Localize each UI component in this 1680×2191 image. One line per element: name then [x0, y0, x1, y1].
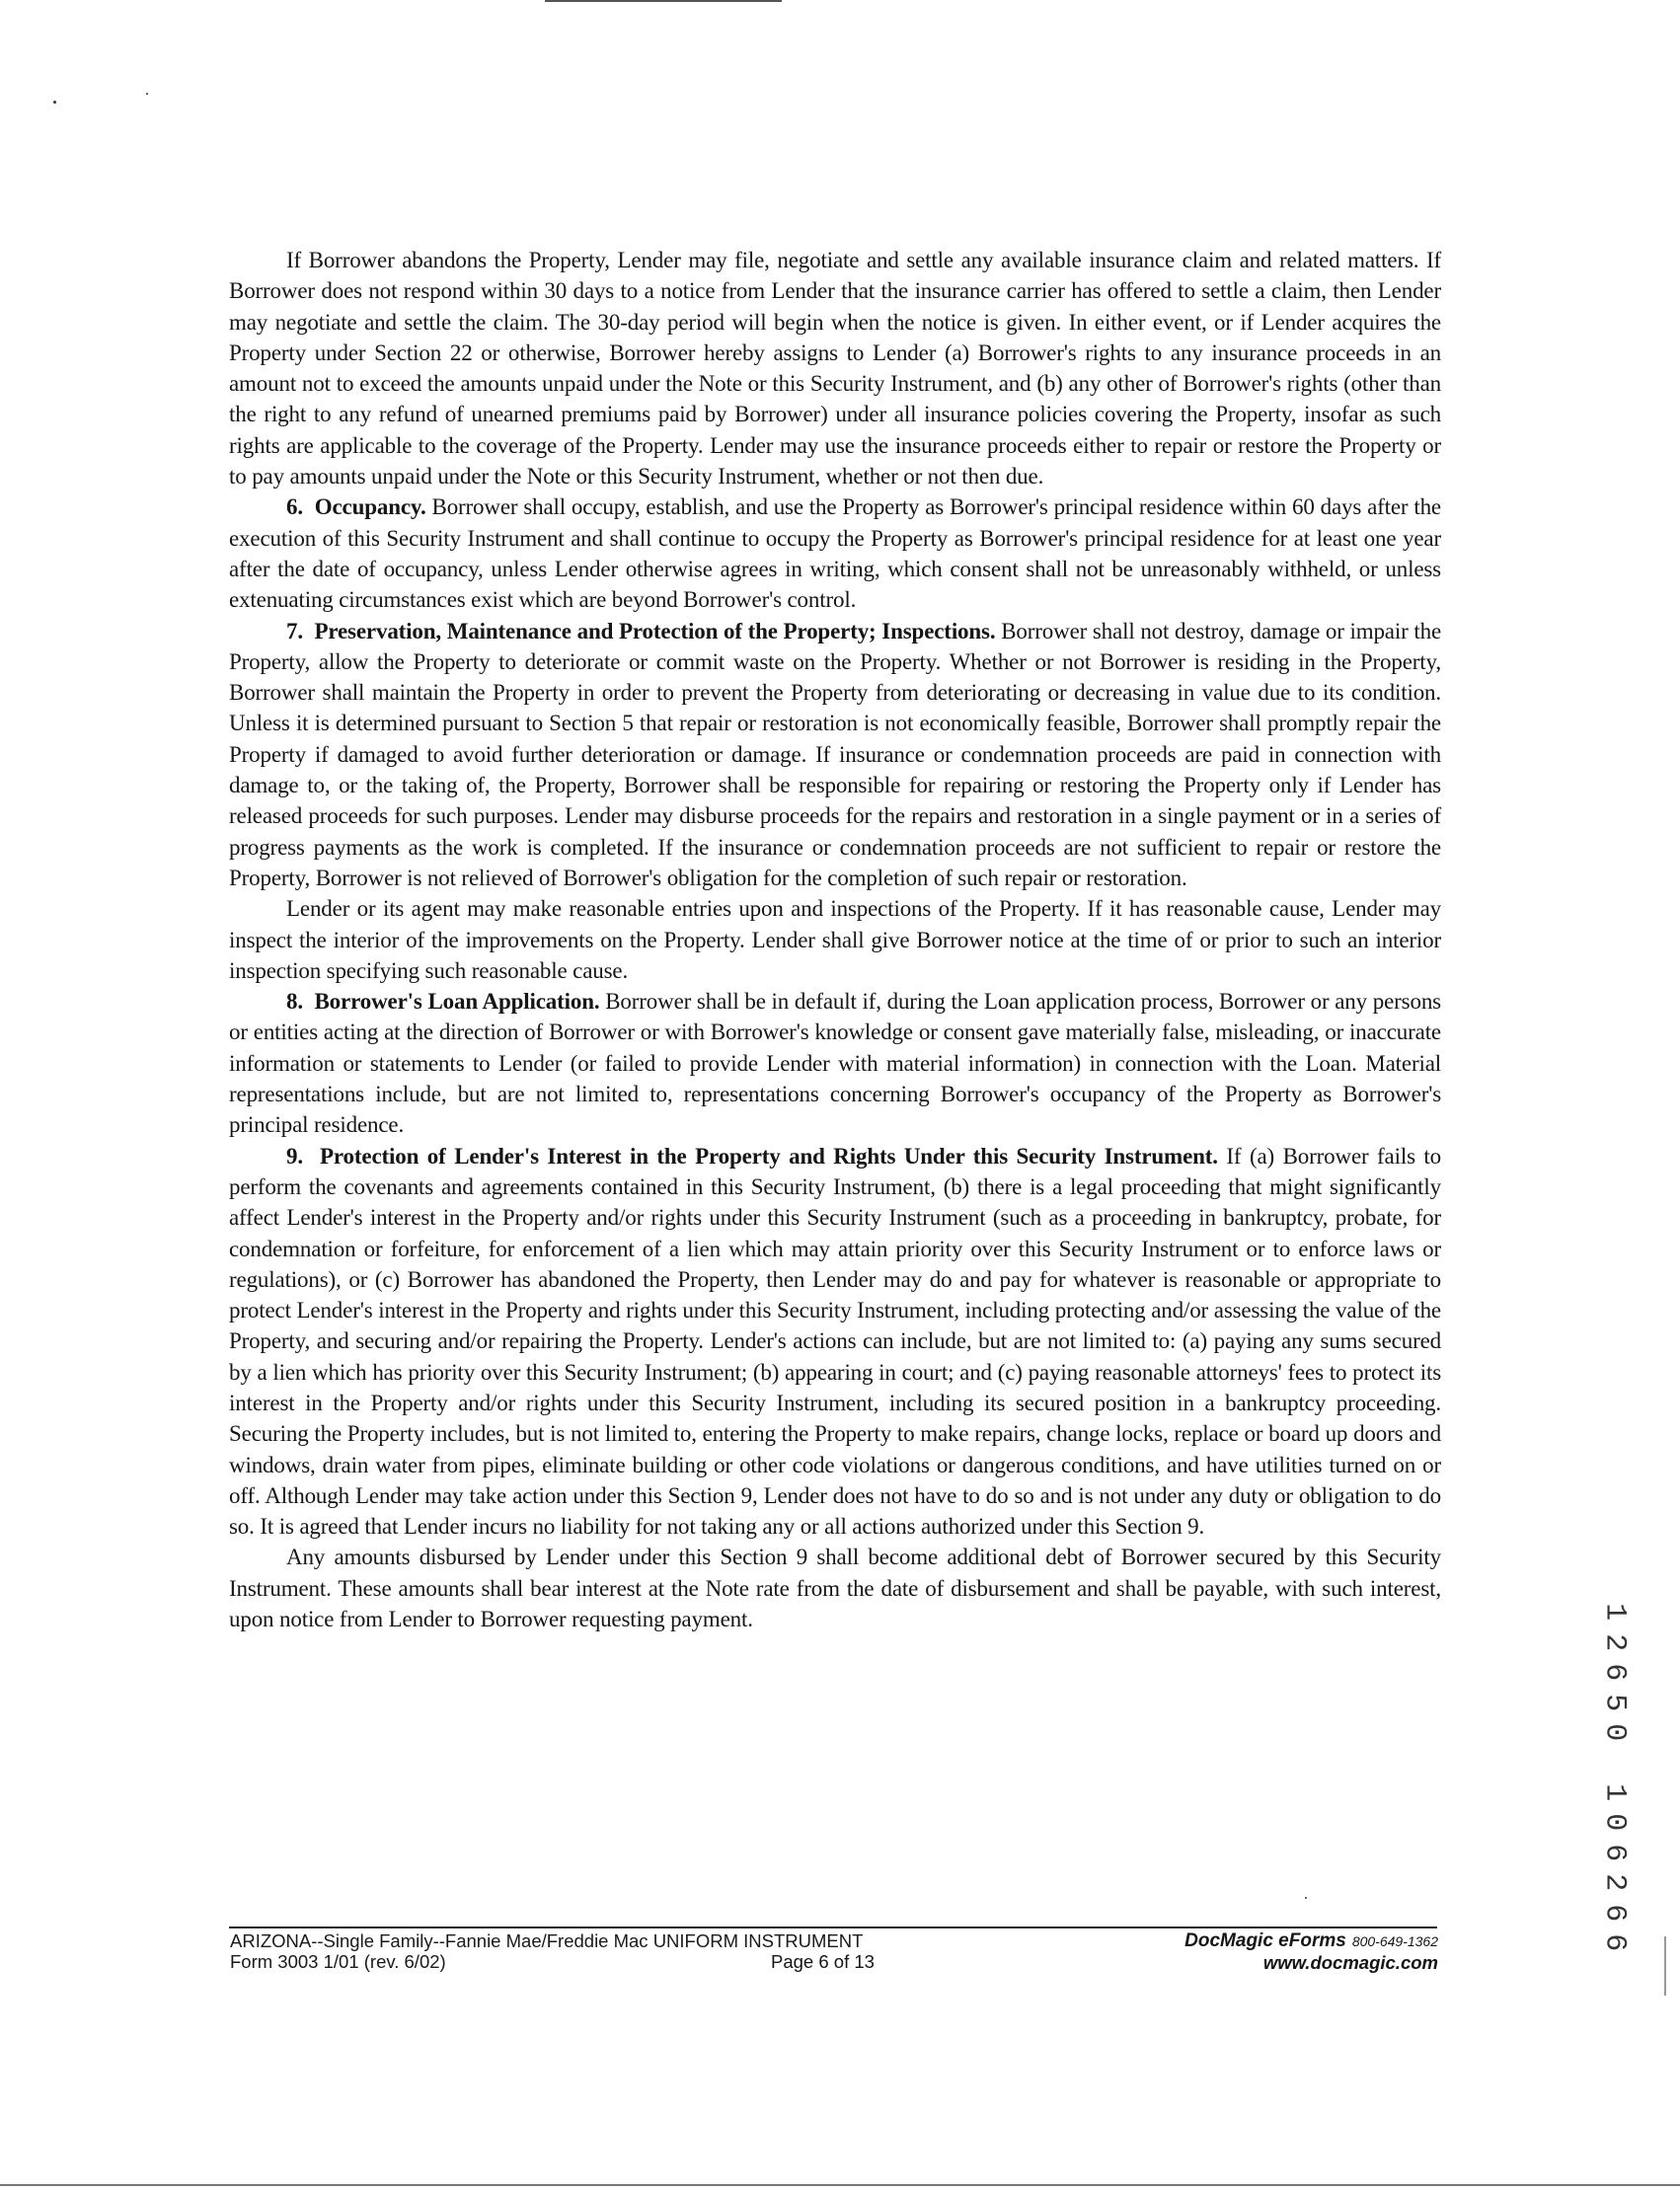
- footer-brand-info: [1184, 1930, 1438, 1973]
- scan-speck: [146, 93, 148, 95]
- paragraph: [229, 245, 1441, 491]
- recording-stamp: 1 2 6 5 0 1 0 6 2 6 6: [1597, 1603, 1632, 1952]
- scan-artifact-right-edge: [1664, 1936, 1666, 1996]
- paragraph: [229, 1141, 1441, 1543]
- paragraph-text: Lender or its agent may make reasonable entries upon and inspections of the Property. If it has reasonable cause, Lender may inspect the interior of the improvements on the Property. Lender shall give Borrower notice at the time of or prior to such an interior inspection specifying such reasonable cause.: [229, 896, 1441, 983]
- paragraph-text: Borrower shall be in default if, during the Loan application process, Borrower or any persons or entities acting at the direction of Borrower or with Borrower's knowledge or consent gave materially false, misleading, or inaccurate information or statements to Lender (or failed to provide Lender with material information) in connection with the Loan. Material representations include, but are not limited to, representations concerning Borrower's occupancy of the Property as Borrower's principal residence.: [229, 989, 1441, 1138]
- form-number: Form 3003 1/01 (rev. 6/02): [230, 1951, 446, 1972]
- section-heading: Borrower's Loan Application.: [314, 989, 600, 1015]
- brand-logo: DocMagic eForms: [1184, 1930, 1346, 1951]
- paragraph: [229, 986, 1441, 1140]
- section-number: 6.: [286, 494, 303, 520]
- section-number: 7.: [286, 618, 303, 643]
- footer-divider: [229, 1927, 1437, 1928]
- paragraph-text: If (a) Borrower fails to perform the covenants and agreements contained in this Security Instrument, (b) there is a legal proceeding that might significantly affect Lender's interest in the Property and/or rights under this Security Instrument (such as a proceeding in bankruptcy, probate, for condemnation or forfeiture, for enforcement of a lien which may attain priority over this Security Instrument or to enforce laws or regulations), or (c) Borrower has abandoned the Property, then Lender may do and pay for whatever is reasonable or appropriate to protect Lender's interest in the Property and rights under this Security Instrument, including protecting and/or assessing the value of the Property, and securing and/or repairing the Property. Lender's actions can include, but are not limited to: (a) paying any sums secured by a lien which has priority over this Security Instrument; (b) appearing in court; and (c) paying reasonable attorneys' fees to protect its interest in the Property and/or rights under this Security Instrument, including its secured position in a bankruptcy proceeding. Securing the Property includes, but is not limited to, entering the Property to make repairs, change locks, replace or board up doors and windows, drain water from pipes, eliminate building or other code violations or dangerous conditions, and have utilities turned on or off. Although Lender may take action under this Section 9, Lender does not have to do so and is not under any duty or obligation to do so. It is agreed that Lender incurs no liability for not taking any or all actions authorized under this Section 9.: [229, 1143, 1442, 1540]
- section-number: 8.: [286, 989, 303, 1015]
- brand-phone: 800-649-1362: [1351, 1933, 1438, 1949]
- paragraph: [229, 893, 1441, 986]
- section-heading: Preservation, Maintenance and Protection of the Property; Inspections.: [314, 618, 996, 643]
- paragraph: [229, 491, 1441, 615]
- paragraph: [229, 616, 1441, 894]
- paragraph-text: Borrower shall not destroy, damage or impair the Property, allow the Property to deteriorate or commit waste on the Property. Whether or not Borrower is residing in the Property, Borrower shall maintain the Property in order to prevent the Property from deteriorating or decreasing in value due to its condition. Unless it is determined pursuant to Section 5 that repair or restoration is not economically feasible, Borrower shall promptly repair the Property if damaged to avoid further deterioration or damage. If insurance or condemnation proceeds are paid in connection with damage to, or the taking of, the Property, Borrower shall be responsible for repairing or restoring the Property only if Lender has released proceeds for such purposes. Lender may disburse proceeds for the repairs and restoration in a single payment or in a series of progress payments as the work is completed. If the insurance or condemnation proceeds are not sufficient to repair or restore the Property, Borrower is not relieved of Borrower's obligation for the completion of such repair or restoration.: [229, 618, 1441, 890]
- footer-form-info: [230, 1930, 863, 1972]
- paragraph-text: If Borrower abandons the Property, Lender may file, negotiate and settle any available insurance claim and related matters. If Borrower does not respond within 30 days to a notice from Lender that the insurance carrier has offered to settle a claim, then Lender may negotiate and settle the claim. The 30-day period will begin when the notice is given. In either event, or if Lender acquires the Property under Section 22 or otherwise, Borrower hereby assigns to Lender (a) Borrower's rights to any insurance proceeds in an amount not to exceed the amounts unpaid under the Note or this Security Instrument, and (b) any other of Borrower's rights (other than the right to any refund of unearned premiums paid by Borrower) under all insurance policies covering the Property, insofar as such rights are applicable to the coverage of the Property. Lender may use the insurance proceeds either to repair or restore the Property or to pay amounts unpaid under the Note or this Security Instrument, whether or not then due.: [229, 248, 1441, 490]
- form-title: ARIZONA--Single Family--Fannie Mae/Freddie Mac UNIFORM INSTRUMENT: [230, 1930, 864, 1951]
- page-number: Page 6 of 13: [771, 1951, 875, 1972]
- section-heading: Occupancy.: [314, 494, 426, 520]
- scan-speck: [53, 101, 56, 104]
- paragraph-text: Any amounts disbursed by Lender under this Section 9 shall become additional debt of Borrower secured by this Security Instrument. These amounts shall bear interest at the Note rate from the date of disbursement and shall be payable, with such interest, upon notice from Lender to Borrower requesting payment.: [229, 1545, 1441, 1632]
- scan-artifact-top: [545, 0, 782, 2]
- section-heading: Protection of Lender's Interest in the Property and Rights Under this Security Instrument.: [320, 1143, 1218, 1169]
- section-number: 9.: [286, 1143, 303, 1169]
- scan-speck: [1305, 1897, 1307, 1899]
- paragraph: [229, 1542, 1441, 1634]
- body-text: [229, 245, 1441, 1634]
- paragraph-text: Borrower shall occupy, establish, and use the Property as Borrower's principal residence within 60 days after the execution of this Security Instrument and shall continue to occupy the Property as Borrower's principal residence for at least one year after the date of occupancy, unless Lender otherwise agrees in writing, which consent shall not be unreasonably withheld, or unless extenuating circumstances exist which are beyond Borrower's control.: [229, 494, 1441, 613]
- brand-website: www.docmagic.com: [1262, 1952, 1438, 1973]
- scan-artifact-bottom: [0, 2184, 1680, 2186]
